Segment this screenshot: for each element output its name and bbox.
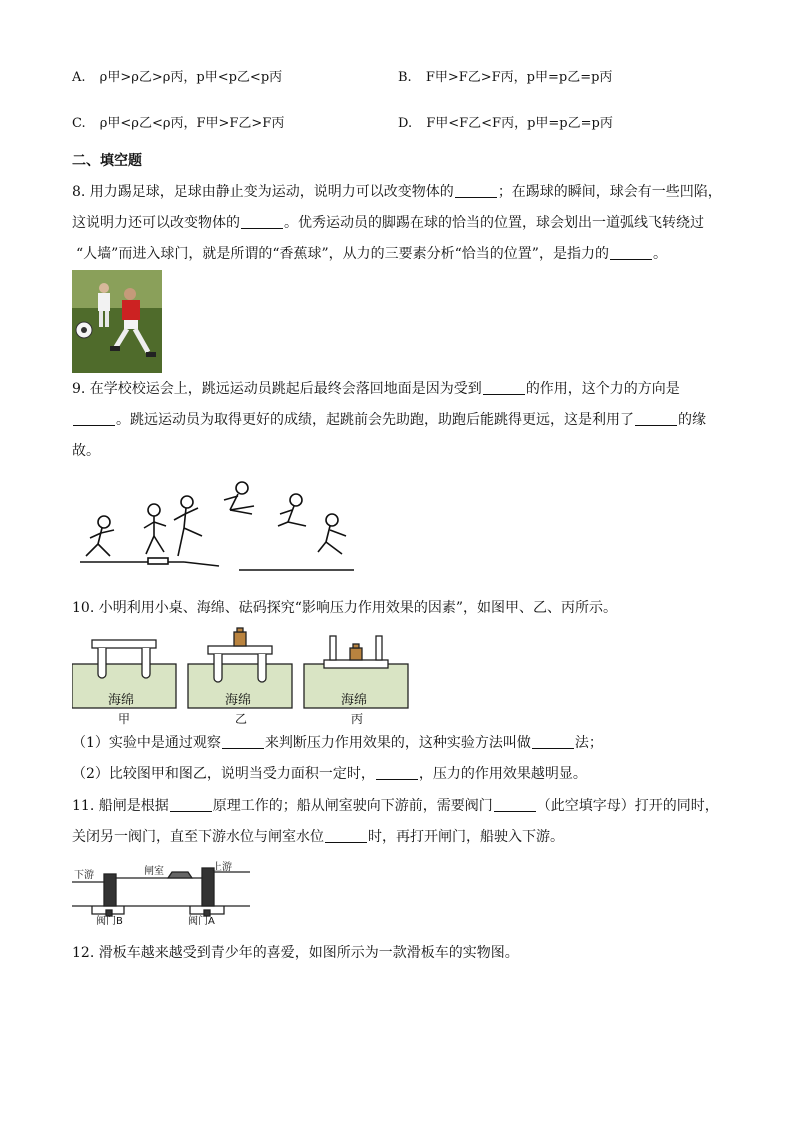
answer-blank[interactable] bbox=[610, 245, 652, 260]
soccer-photo bbox=[72, 270, 162, 373]
option-d[interactable] bbox=[398, 114, 613, 134]
q9-text: 的缘 bbox=[678, 412, 706, 428]
q8-line1 bbox=[72, 182, 722, 202]
option-b-letter: B. bbox=[398, 70, 412, 85]
q8-text: “人墙”而进入球门，就是所谓的“香蕉球”，从力的三要素分析“恰当的位置”，是指力的 bbox=[76, 246, 609, 262]
option-d-expr: F甲<F乙<F丙，p甲=p乙=p丙 bbox=[426, 116, 613, 131]
q8-text: 8. 用力踢足球，足球由静止变为运动，说明力可以改变物体的 bbox=[72, 184, 454, 200]
q12-text: 12. 滑板车越来越受到青少年的喜爱，如图所示为一款滑板车的实物图。 bbox=[72, 945, 519, 961]
q11-text: （此空填字母）打开的同时， bbox=[536, 798, 719, 814]
valve-a-label: 阀门A bbox=[188, 916, 215, 927]
q8-text: ；在踢球的瞬间，球会有一些凹陷， bbox=[497, 184, 722, 200]
q10-stem: 10. 小明利用小桌、海绵、砝码探究“影响压力作用效果的因素”，如图甲、乙、丙所示。 bbox=[72, 600, 618, 616]
option-a-expr: ρ甲>ρ乙>ρ丙，p甲<p乙<p丙 bbox=[99, 70, 283, 85]
answer-blank[interactable] bbox=[532, 734, 574, 749]
answer-blank[interactable] bbox=[455, 183, 497, 198]
answer-blank[interactable] bbox=[494, 797, 536, 812]
q9-text: 。跳远运动员为取得更好的成绩，起跳前会先助跑，助跑后能跳得更远，这是利用了 bbox=[116, 412, 634, 428]
sponge-label-a: 海绵 bbox=[108, 693, 135, 708]
q8-text: 这说明力还可以改变物体的 bbox=[72, 215, 240, 231]
lock-chamber-label: 闸室 bbox=[144, 866, 164, 877]
fig-label-yi: 乙 bbox=[235, 712, 248, 726]
q11-line2 bbox=[72, 827, 564, 847]
long-jump-figure bbox=[74, 478, 359, 578]
q10-sub2 bbox=[72, 764, 587, 784]
option-b-expr: F甲>F乙>F丙，p甲=p乙=p丙 bbox=[425, 70, 613, 85]
q8-line2 bbox=[72, 213, 704, 233]
q11-text: 原理工作的；船从闸室驶向下游前，需要阀门 bbox=[212, 798, 493, 814]
q9-text: 的作用，这个力的方向是 bbox=[525, 381, 680, 397]
option-c-expr: ρ甲<ρ乙<ρ丙，F甲>F乙>F丙 bbox=[99, 116, 285, 131]
fig-label-bing: 丙 bbox=[351, 712, 364, 726]
answer-blank[interactable] bbox=[325, 828, 367, 843]
answer-blank[interactable] bbox=[635, 411, 677, 426]
q9-line2 bbox=[72, 410, 706, 430]
answer-blank[interactable] bbox=[222, 734, 264, 749]
answer-blank[interactable] bbox=[170, 797, 212, 812]
q8-line3 bbox=[76, 244, 667, 264]
q10-text: （1）实验中是通过观察 bbox=[72, 735, 221, 751]
answer-blank[interactable] bbox=[73, 411, 115, 426]
q10-text: （2）比较图甲和图乙，说明当受力面积一定时， bbox=[72, 766, 375, 782]
answer-blank[interactable] bbox=[376, 765, 418, 780]
q9-line3: 故。 bbox=[72, 443, 100, 459]
q9-line1 bbox=[72, 379, 680, 399]
answer-blank[interactable] bbox=[241, 214, 283, 229]
q10-sub1 bbox=[72, 733, 603, 753]
option-a[interactable] bbox=[72, 68, 282, 88]
section-title: 二、填空题 bbox=[72, 153, 142, 169]
q9-text: 9. 在学校校运会上，跳远运动员跳起后最终会落回地面是因为受到 bbox=[72, 381, 482, 397]
q10-text: ，压力的作用效果越明显。 bbox=[418, 766, 587, 782]
sponge-label-b: 海绵 bbox=[225, 693, 252, 708]
q11-text: 时，再打开闸门，船驶入下游。 bbox=[368, 829, 564, 845]
fig-label-jia: 甲 bbox=[118, 712, 131, 726]
option-b[interactable] bbox=[398, 68, 612, 88]
option-c-letter: C. bbox=[72, 116, 86, 131]
lock-downstream-label: 下游 bbox=[74, 870, 94, 881]
option-c[interactable] bbox=[72, 114, 284, 134]
sponge-label-c: 海绵 bbox=[341, 693, 368, 708]
valve-b-label: 阀门B bbox=[96, 916, 123, 927]
lock-upstream-label: 上游 bbox=[212, 862, 232, 873]
q8-text: 。优秀运动员的脚踢在球的恰当的位置，球会划出一道弧线飞转绕过 bbox=[284, 215, 704, 231]
option-a-letter: A. bbox=[72, 70, 86, 85]
q10-text: 法； bbox=[574, 735, 603, 751]
q11-line1 bbox=[72, 796, 719, 816]
answer-blank[interactable] bbox=[483, 380, 525, 395]
q11-text: 关闭另一阀门，直至下游水位与闸室水位 bbox=[72, 829, 324, 845]
q11-text: 11. 船闸是根据 bbox=[72, 798, 169, 814]
q10-text: 来判断压力作用效果的，这种实验方法叫做 bbox=[264, 735, 531, 751]
q8-text: 。 bbox=[652, 246, 667, 262]
option-d-letter: D. bbox=[398, 116, 413, 131]
